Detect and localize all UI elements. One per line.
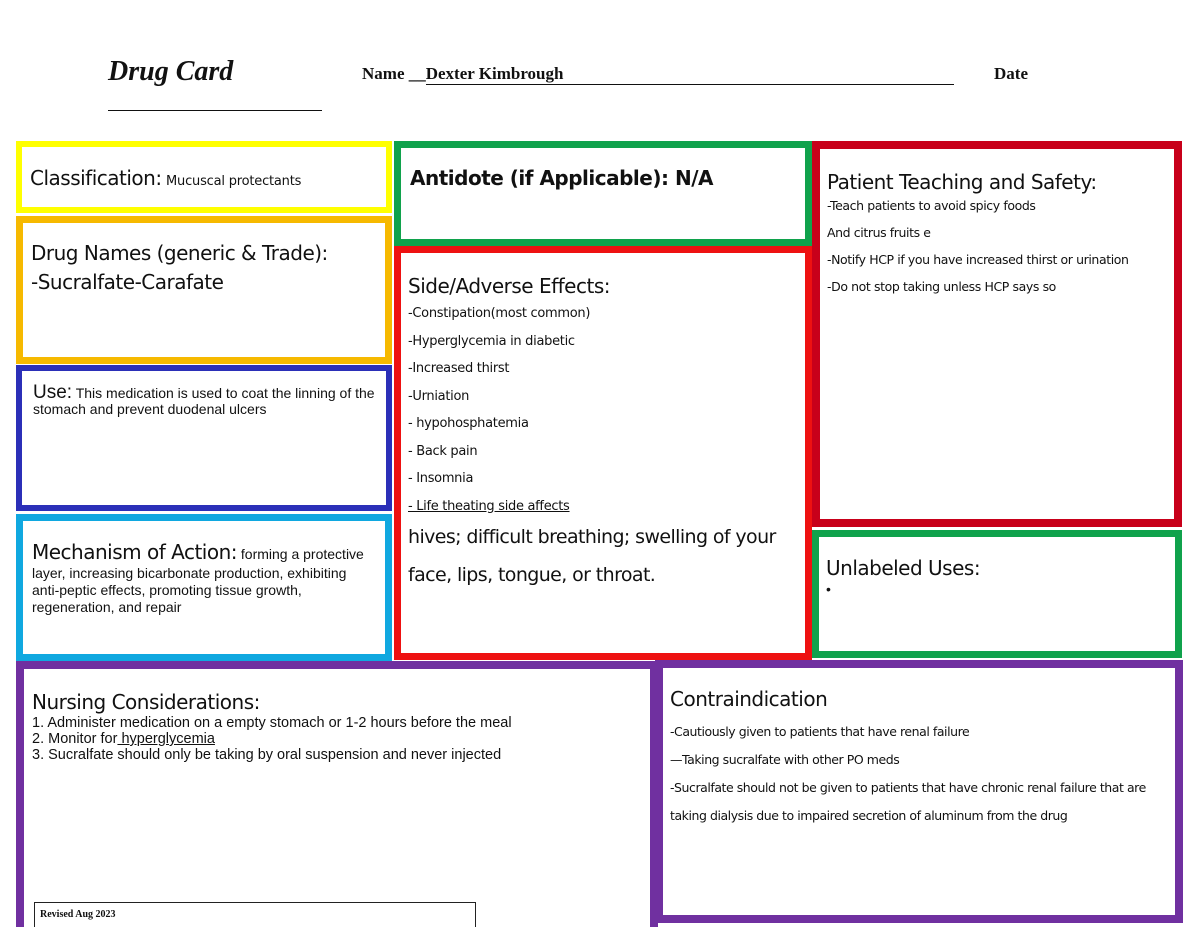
- list-item: -Sucralfate should not be given to patients that have chronic renal failure that are taking dialysis due to impaired secretion of aluminum from the drug: [670, 780, 1146, 823]
- list-item: -Teach patients to avoid spicy foods: [827, 198, 1036, 213]
- drug-names-value: -Sucralfate-Carafate: [31, 270, 224, 294]
- list-item: - hypohosphatemia: [408, 416, 529, 431]
- nursing-item-1: 1. Administer medication on a empty stomach or 1-2 hours before the meal: [32, 715, 512, 731]
- date-label: Date: [994, 64, 1028, 83]
- mechanism-box: [16, 514, 392, 661]
- classification-label: Classification:: [30, 166, 162, 190]
- list-item: -Cautiously given to patients that have renal failure: [670, 724, 970, 739]
- drug-names-box: [16, 216, 392, 364]
- patient-teaching-box: [812, 141, 1182, 527]
- patient-teaching-list: [827, 192, 1168, 300]
- nursing-label: Nursing Considerations:: [32, 690, 260, 714]
- list-item: —Taking sucralfate with other PO meds: [670, 752, 900, 767]
- side-effects-detail: hives; difficult breathing; swelling of your face, lips, tongue, or throat.: [408, 526, 776, 586]
- contraindication-label: Contraindication: [670, 687, 828, 711]
- patient-teaching-label: Patient Teaching and Safety:: [827, 170, 1097, 194]
- classification-value: Mucuscal protectants: [166, 174, 302, 189]
- side-effects-label: Side/Adverse Effects:: [408, 274, 610, 298]
- unlabeled-uses-label: Unlabeled Uses:: [826, 556, 981, 580]
- unlabeled-uses-box: [812, 530, 1182, 658]
- revised-label: Revised Aug 2023: [40, 909, 116, 920]
- list-item: -Hyperglycemia in diabetic: [408, 333, 575, 349]
- list-item: - Back pain: [408, 443, 478, 459]
- list-item: -Notify HCP if you have increased thirst or urination: [827, 252, 1129, 267]
- contraindication-box: [655, 660, 1183, 923]
- list-item: -Urniation: [408, 388, 470, 404]
- list-item: -Constipation(most common): [408, 306, 591, 321]
- use-text: [33, 382, 378, 417]
- nursing-item-2-prefix: 2. Monitor for: [32, 731, 118, 747]
- list-item: - Insomnia: [408, 471, 474, 486]
- contraindication-list: [670, 718, 1167, 830]
- list-item: -Do not stop taking unless HCP says so: [827, 279, 1056, 294]
- side-effects-list: [408, 300, 799, 520]
- page-title: Drug Card: [108, 56, 234, 87]
- mechanism-value: forming a protective layer, increasing bicarbonate production, exhibiting anti-peptic effects, promoting tissue growth, regeneration, and repair: [32, 546, 364, 615]
- list-item: And citrus fruits e: [827, 225, 931, 240]
- list-item: -Increased thirst: [408, 361, 510, 376]
- classification-box: [16, 141, 392, 213]
- list-item: - Life theating side affects: [408, 498, 570, 514]
- nursing-item-3: 3. Sucralfate should only be taking by oral suspension and never injected: [32, 747, 502, 763]
- nursing-box: [16, 661, 658, 927]
- name-field[interactable]: Dexter Kimbrough: [426, 64, 954, 85]
- antidote-label: Antidote (if Applicable): N/A: [410, 166, 713, 190]
- nursing-item-2: [32, 731, 650, 747]
- revised-footer: [34, 902, 476, 927]
- name-label: Name __: [362, 64, 426, 83]
- use-value: This medication is used to coat the linning of the stomach and prevent duodenal ulcers: [33, 385, 375, 417]
- nursing-item-2-underlined: hyperglycemia: [117, 731, 215, 747]
- mechanism-text: [32, 539, 377, 616]
- drug-names-label: Drug Names (generic & Trade):: [31, 241, 328, 265]
- use-box: [16, 365, 392, 511]
- side-effects-box: [394, 246, 812, 660]
- antidote-box: [394, 141, 812, 246]
- use-label: Use:: [33, 382, 73, 403]
- mechanism-label: Mechanism of Action:: [32, 540, 237, 564]
- unlabeled-uses-bullet: •: [826, 581, 831, 597]
- name-row: [362, 64, 954, 85]
- title-underline: [108, 110, 322, 111]
